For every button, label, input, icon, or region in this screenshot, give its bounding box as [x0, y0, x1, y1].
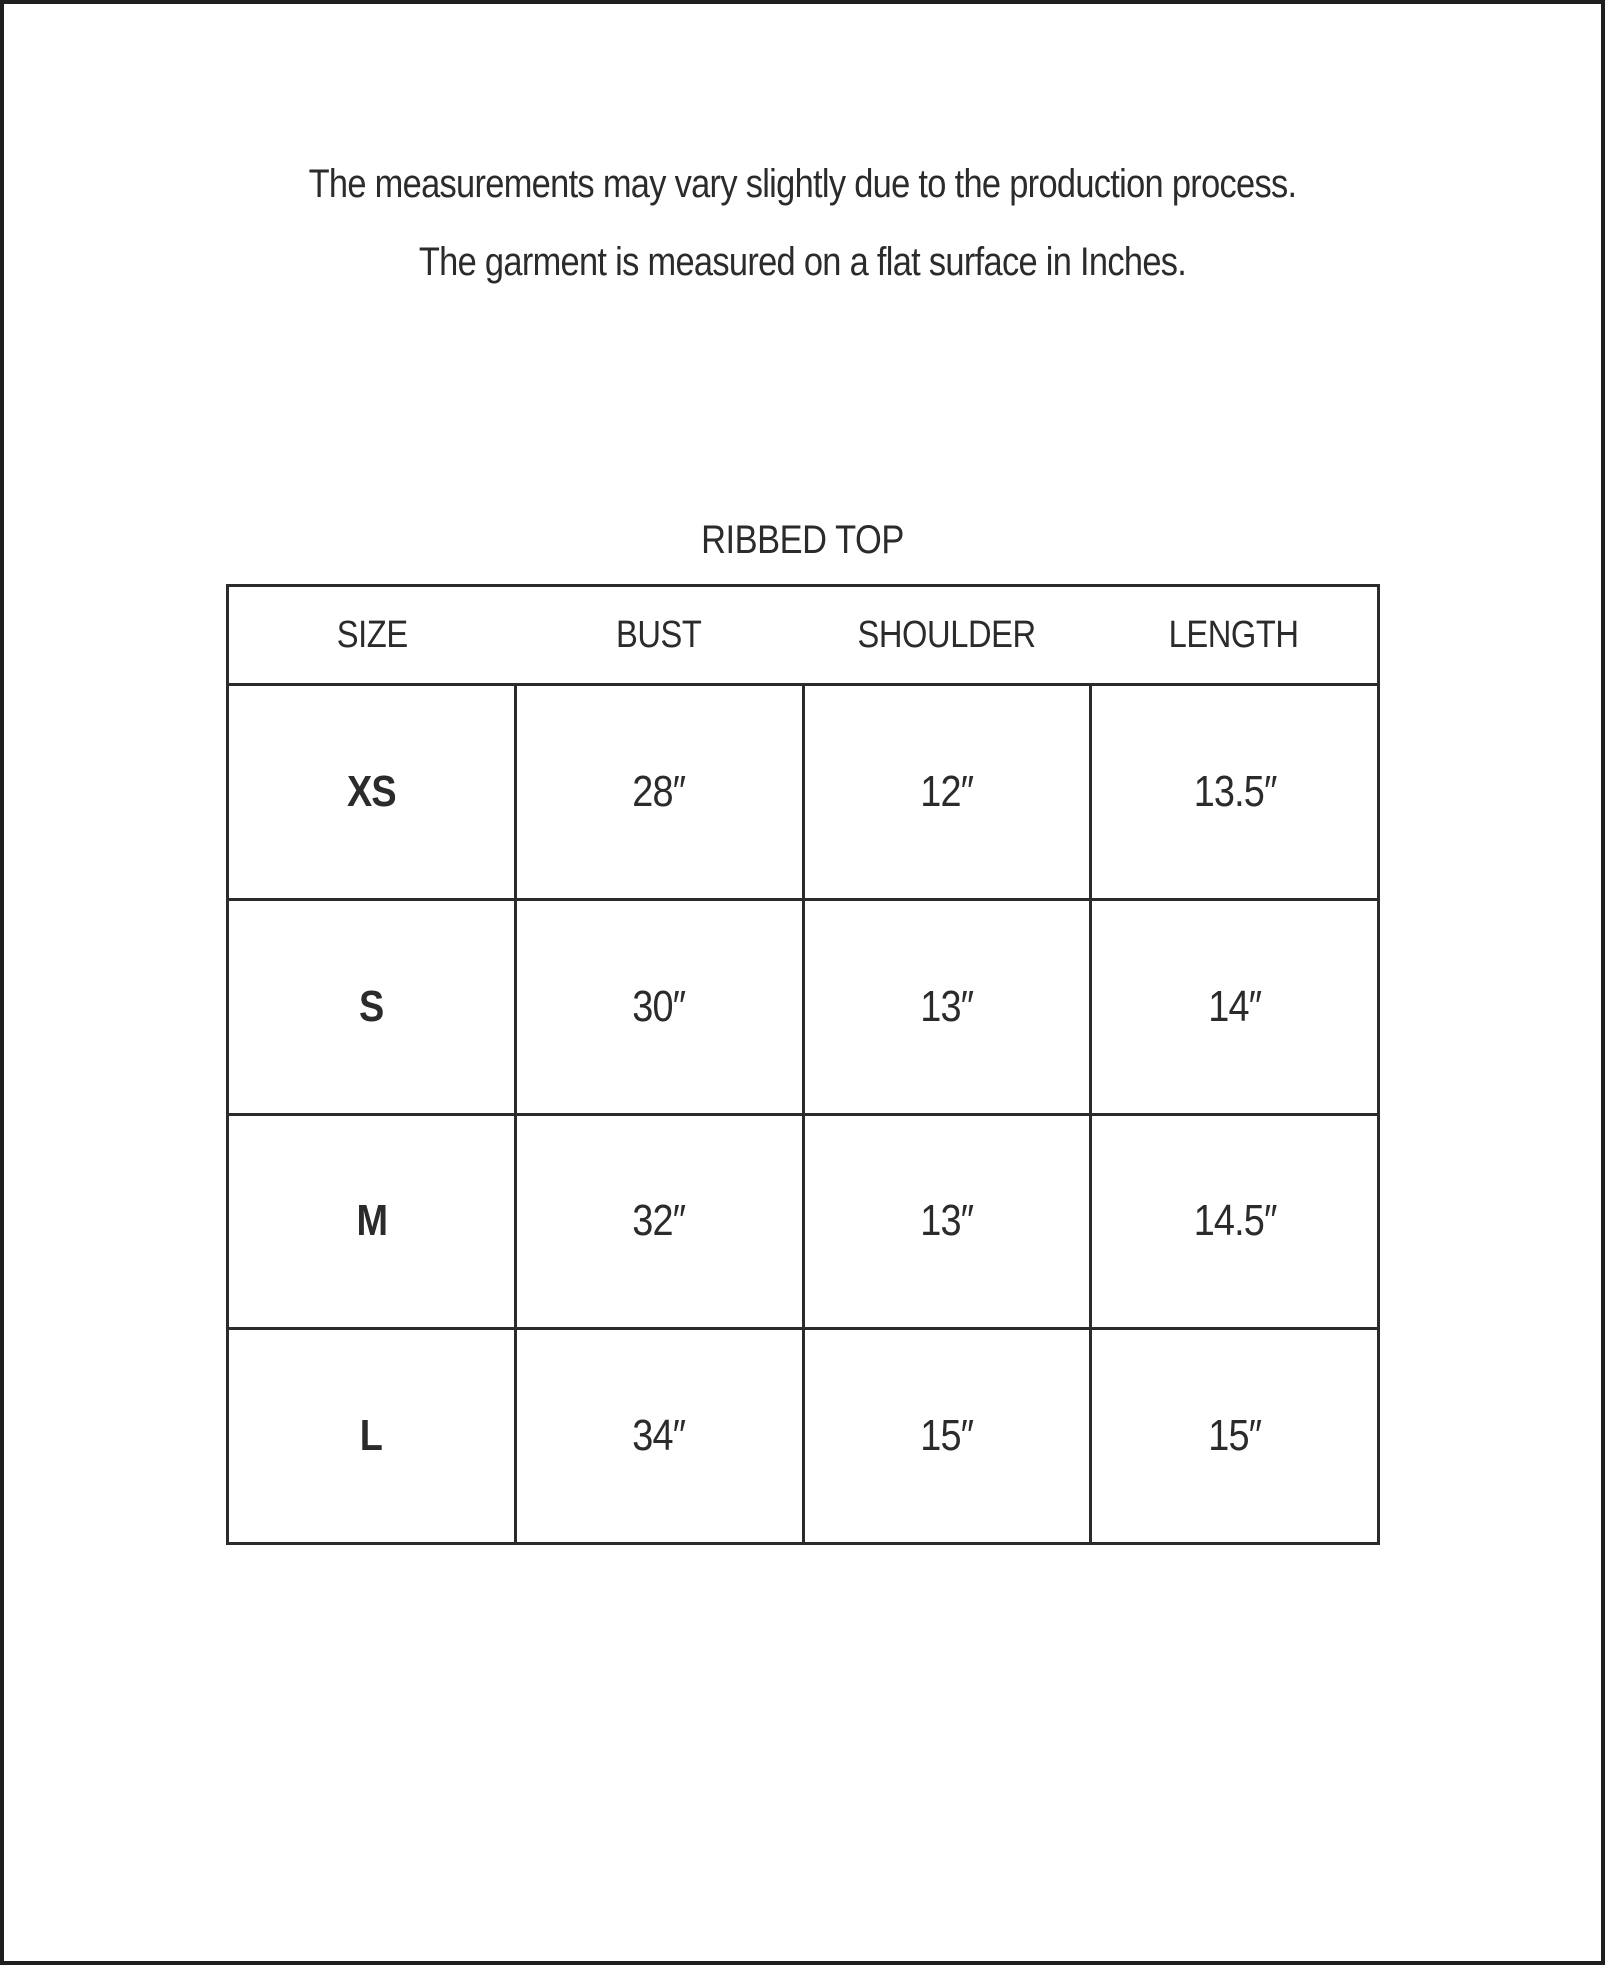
length-cell: 15″ — [1091, 1329, 1379, 1544]
bust-cell: 32″ — [515, 1114, 803, 1329]
shoulder-cell: 13″ — [803, 1114, 1091, 1329]
table-row — [228, 1329, 1379, 1544]
length-cell: 13.5″ — [1091, 685, 1379, 900]
table-row — [228, 1114, 1379, 1329]
size-cell: L — [228, 1329, 516, 1544]
length-cell: 14″ — [1091, 899, 1379, 1114]
table-header-row — [228, 586, 1379, 685]
bust-cell: 34″ — [515, 1329, 803, 1544]
shoulder-cell: 13″ — [803, 899, 1091, 1114]
size-cell: M — [228, 1114, 516, 1329]
table-title: RIBBED TOP — [701, 518, 904, 562]
header-bust: BUST — [515, 586, 803, 685]
table-row — [228, 685, 1379, 900]
bust-cell: 30″ — [515, 899, 803, 1114]
note-line-2: The garment is measured on a flat surface in Inches. — [418, 240, 1187, 284]
shoulder-cell: 12″ — [803, 685, 1091, 900]
header-size: SIZE — [228, 586, 516, 685]
size-cell: S — [228, 899, 516, 1114]
measurement-notes — [0, 145, 1605, 301]
size-chart-table — [226, 584, 1380, 1545]
header-length: LENGTH — [1091, 586, 1379, 685]
size-cell: XS — [228, 685, 516, 900]
shoulder-cell: 15″ — [803, 1329, 1091, 1544]
bust-cell: 28″ — [515, 685, 803, 900]
length-cell: 14.5″ — [1091, 1114, 1379, 1329]
table-row — [228, 899, 1379, 1114]
note-line-1: The measurements may vary slightly due to the production process. — [308, 162, 1297, 206]
header-shoulder: SHOULDER — [803, 586, 1091, 685]
